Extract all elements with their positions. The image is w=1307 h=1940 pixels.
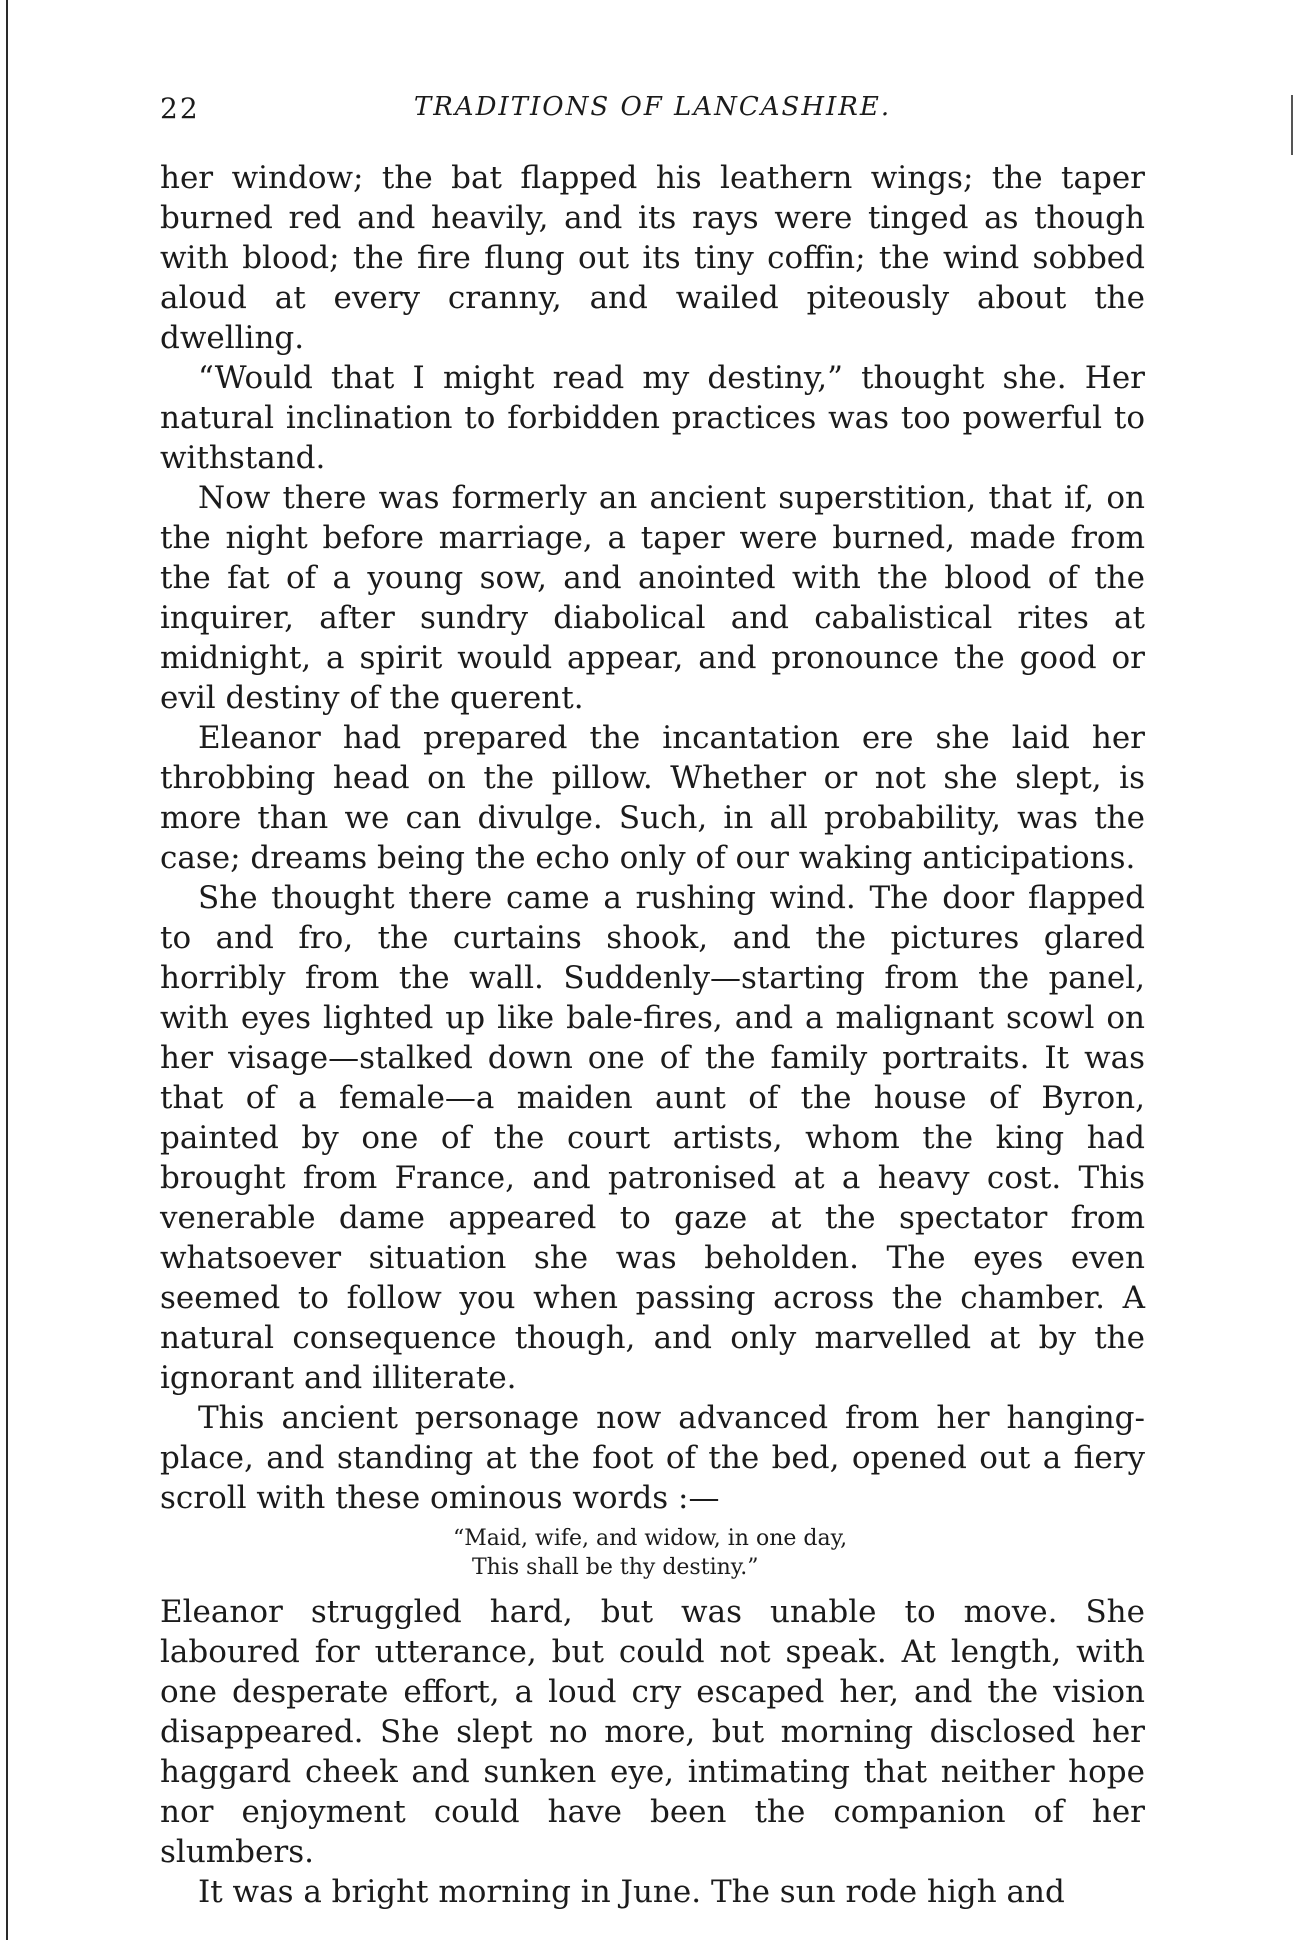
page-left-edge (6, 0, 8, 1940)
running-title: TRADITIONS OF LANCASHIRE. (413, 92, 892, 122)
paragraph: Eleanor had prepared the incantation ere she laid her throbbing head on the pillow. Whether or not she slept, is more than we can divulge. Such, in all probability, was the case; dreams being the echo only of our waking anticipations. (160, 720, 1145, 876)
paragraph: her window; the bat flapped his leathern wings; the taper burned red and heavily, and its rays were tinged as though with blood; the fire flung out its tiny coffin; the wind sobbed aloud at every cranny, and wailed piteously about the dwelling. (160, 160, 1145, 356)
paragraph: Now there was formerly an ancient superstition, that if, on the night before marriage, a taper were burned, made from the fat of a young sow, and anointed with the blood of the inquirer, after sundry diabolical and cabalistical rites at midnight, a spirit would appear, and pronounce the good or evil destiny of the querent. (160, 480, 1145, 716)
paragraph: Eleanor struggled hard, but was unable to move. She laboured for utterance, but could not speak. At length, with one desperate effort, a loud cry escaped her, and the vision disappeared. She slept no more, but morning disclosed her haggard cheek and sunken eye, intimating that neither hope nor enjoyment could have been the companion of her slumbers. (160, 1594, 1145, 1870)
page-header (160, 92, 1145, 132)
paragraph: This ancient personage now advanced from her hanging-place, and standing at the foot of the bed, opened out a fiery scroll with these ominous words :— (160, 1400, 1145, 1516)
paragraph: It was a bright morning in June. The sun rode high and (198, 1874, 1065, 1910)
verse-line: This shall be thy destiny.” (472, 1555, 759, 1580)
page-body (160, 158, 1145, 1912)
page-right-mark (1291, 95, 1293, 155)
paragraph: She thought there came a rushing wind. The door flapped to and fro, the curtains shook, and the pictures glared horribly from the wall. Suddenly—starting from the panel, with eyes lighted up like bale-fires, and a malignant scowl on her visage—stalked down one of the family portraits. It was that of a female—a maiden aunt of the house of Byron, painted by one of the court artists, whom the king had brought from France, and patronised at a heavy cost. This venerable dame appeared to gaze at the spectator from whatsoever situation she was beholden. The eyes even seemed to follow you when passing across the chamber. A natural consequence though, and only marvelled at by the ignorant and illiterate. (160, 880, 1145, 1396)
verse-line: “Maid, wife, and widow, in one day, (453, 1526, 848, 1551)
paragraph: “Would that I might read my destiny,” thought she. Her natural inclination to forbidden practices was too powerful to withstand. (160, 360, 1145, 476)
verse-quote (160, 1524, 1145, 1582)
page-number: 22 (160, 92, 200, 125)
